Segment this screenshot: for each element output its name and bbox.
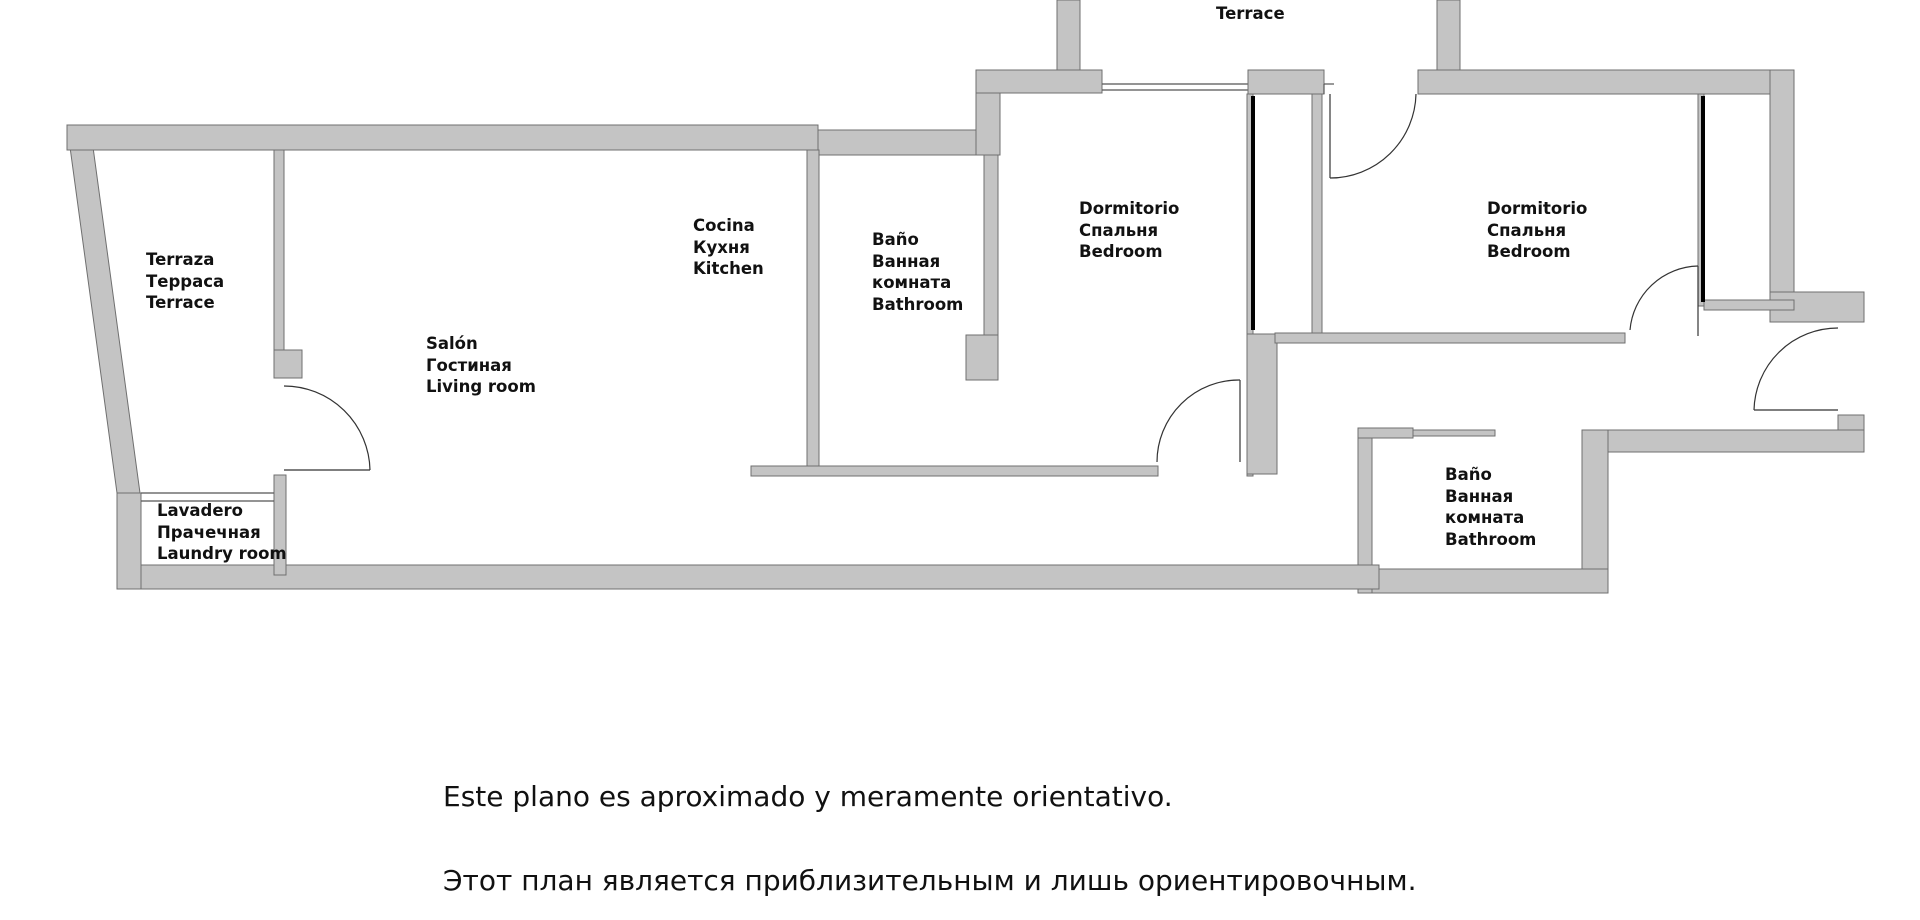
room-label-line: Laundry room [157,544,287,563]
bedroom2-door-arc [1630,266,1698,330]
room-label-terrace [146,249,224,314]
room-label-terrace-top [1216,3,1285,25]
top-wall-kitchen [818,130,998,155]
bedroom1-door-arc [1157,380,1240,462]
room-label-line: Lavadero [157,501,244,520]
right-wall-upper [1770,70,1794,310]
room-label-line: Baño [1445,465,1492,484]
bath1-wall-stub [966,335,998,380]
terrace-partition [274,150,284,350]
room-label-living [426,333,536,398]
room-label-line: Kitchen [693,259,764,278]
room-label-line: Bathroom [1445,529,1537,549]
room-label-line: Спальня [1079,220,1159,240]
room-label-bathroom-2 [1445,464,1536,550]
room-label-line: Cocina [693,216,755,235]
terrace-wall-right [1437,0,1460,70]
room-label-kitchen [693,215,764,280]
room-label-line: комната [872,273,952,292]
living-door-arc [284,386,370,470]
entry-door-arc [1330,94,1416,178]
right-wall-bottom [1582,430,1864,452]
top-wall-closet [1248,70,1324,94]
room-label-line: Terraza [146,250,215,269]
laundry-left-wall [117,493,141,589]
room-label-line: Baño [872,230,919,249]
terrace-wall-slanted [67,125,140,493]
room-label-line: Кухня [693,237,750,257]
terrace-wall-left [1057,0,1080,70]
room-label-line: Ванная [1445,486,1514,506]
room-label-laundry [157,500,287,565]
room-label-line: Terrace [146,293,215,312]
closet2-bottom [1704,300,1794,310]
room-label-line: Bedroom [1079,242,1163,261]
disclaimer-russian: Этот план является приблизительным и лишь ориентировочным. [443,864,1417,897]
room-label-bedroom-1 [1079,198,1179,263]
room-label-line: Bathroom [872,294,964,314]
closet1-wall-right [1312,94,1322,334]
room-label-line: комната [1445,508,1525,527]
kitchen-bath-wall [807,150,819,468]
bath2-window [1413,430,1495,436]
room-label-line: Bedroom [1487,242,1571,261]
bath2-bottom-wall [1358,569,1608,593]
room-label-line: Терраса [146,271,225,291]
room-label-line: Гостиная [426,355,512,375]
room-label-line: Dormitorio [1079,199,1180,218]
room-label-line: Dormitorio [1487,199,1588,218]
disclaimer-spanish: Este plano es aproximado y meramente orientativo. [443,780,1173,813]
room-label-line: Living room [426,377,536,396]
living-wall-bottom [751,466,1158,476]
room-label-line: Salón [426,334,478,353]
terrace-partition-post [274,350,302,378]
bath2-top-wall [1358,428,1413,438]
closet1-wall-stub [1247,334,1277,474]
room-label-bedroom-2 [1487,198,1587,263]
top-wall-left [67,125,818,150]
room-label-line: Ванная [872,251,941,271]
top-wall-bedroom2 [1418,70,1794,94]
room-label-bathroom-1 [872,229,963,315]
room-label-line: Прачечная [157,522,261,542]
bottom-wall [117,565,1379,589]
room-label-line: Terrace [1216,4,1285,23]
exit-door-arc [1754,328,1838,410]
top-wall-bedroom1 [976,70,1102,93]
room-label-line: Спальня [1487,220,1567,240]
corridor-wall [1275,333,1625,343]
